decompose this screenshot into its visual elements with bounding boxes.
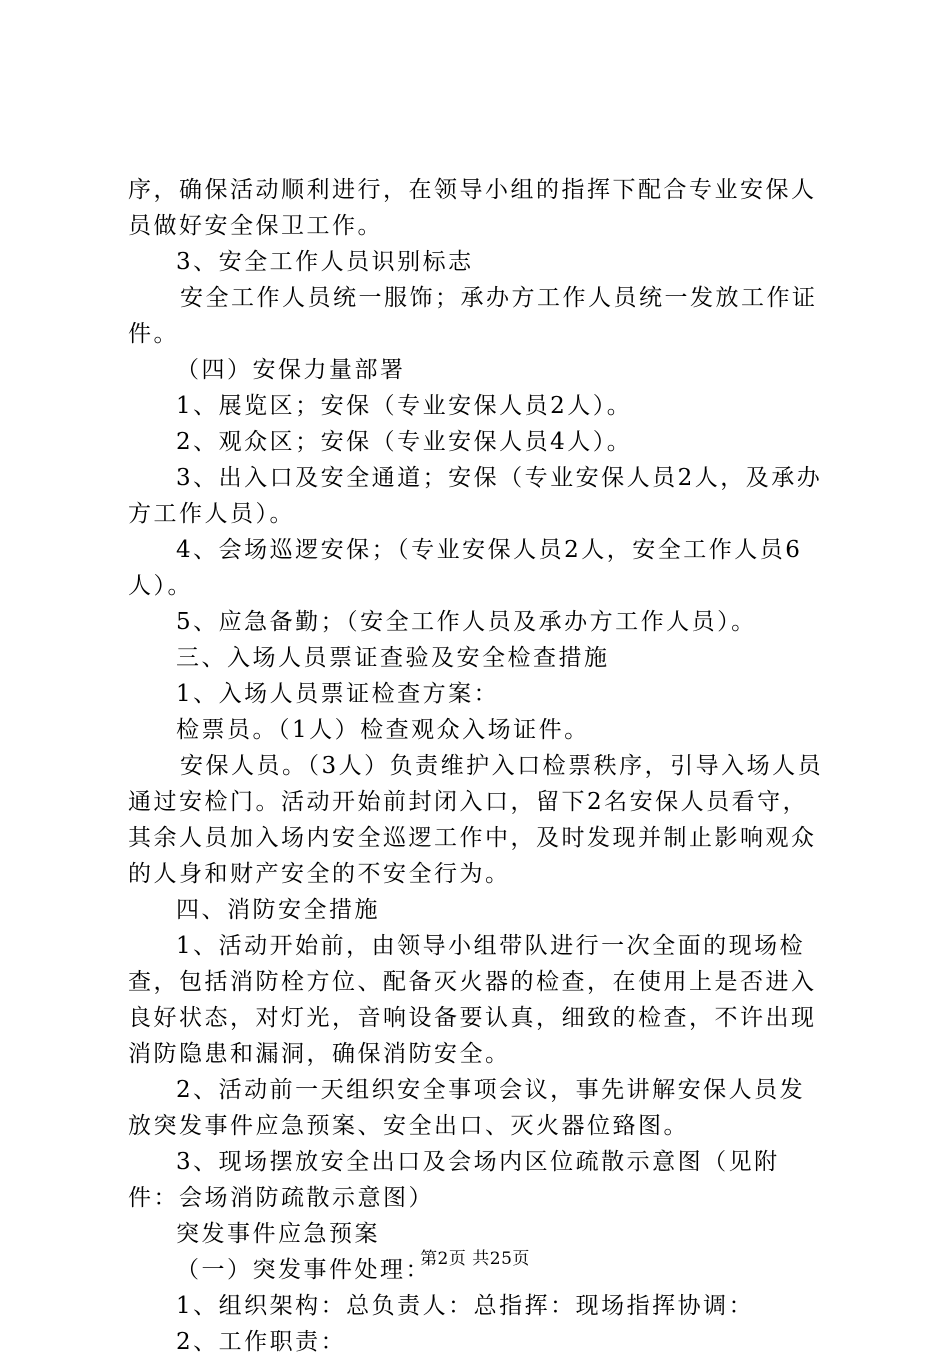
list-item: 2、工作职责： (176, 1329, 347, 1355)
paragraph-continuation: 序，确保活动顺利进行，在领导小组的指挥下配合专业安保人员做好安全保卫工作。 (128, 177, 817, 239)
section-heading: 突发事件应急预案 (176, 1221, 380, 1247)
paragraph: 2、活动前一天组织安全事项会议，事先讲解安保人员发放突发事件应急预案、安全出口、灭火器位臵图。 (128, 1077, 806, 1139)
list-item: 2、观众区；安保（专业安保人员4人）。 (176, 429, 633, 455)
paragraph: 安全工作人员统一服饰；承办方工作人员统一发放工作证件。 (128, 285, 818, 347)
document-body (128, 172, 828, 1360)
paragraph-heading: 1、入场人员票证检查方案： (176, 681, 500, 707)
section-heading: 四、消防安全措施 (176, 897, 380, 923)
paragraph: 1、活动开始前，由领导小组带队进行一次全面的现场检查，包括消防栓方位、配备灭火器的检查，在使用上是否进入良好状态，对灯光，音响设备要认真，细致的检查，不许出现消防隐患和漏洞，确保消防安全。 (128, 933, 817, 1067)
list-item: 3、出入口及安全通道；安保（专业安保人员2人，及承办方工作人员）。 (128, 465, 823, 527)
paragraph: 安保人员。（3人）负责维护入口检票秩序，引导入场人员通过安检门。活动开始前封闭入口，留下2名安保人员看守，其余人员加入场内安全巡逻工作中，及时发现并制止影响观众的人身和财产安全的不安全行为。 (128, 753, 824, 887)
paragraph: 3、现场摆放安全出口及会场内区位疏散示意图（见附件：会场消防疏散示意图） (128, 1149, 780, 1211)
list-item: 5、应急备勤；（安全工作人员及承办方工作人员）。 (176, 609, 757, 635)
list-item: 1、展览区；安保（专业安保人员2人）。 (176, 393, 633, 419)
section-heading: （四）安保力量部署 (176, 357, 406, 383)
paragraph: 检票员。（1人）检查观众入场证件。 (176, 717, 590, 743)
section-heading: 三、入场人员票证查验及安全检查措施 (176, 645, 610, 671)
paragraph-heading: （一）突发事件处理： (176, 1257, 431, 1283)
paragraph-heading: 3、安全工作人员识别标志 (176, 249, 474, 275)
page-footer: 第2页 共25页 (420, 1249, 530, 1269)
list-item: 4、会场巡逻安保；（专业安保人员2人，安全工作人员6人）。 (128, 537, 803, 599)
list-item: 1、组织架构：总负责人：总指挥：现场指挥协调： (176, 1293, 755, 1319)
